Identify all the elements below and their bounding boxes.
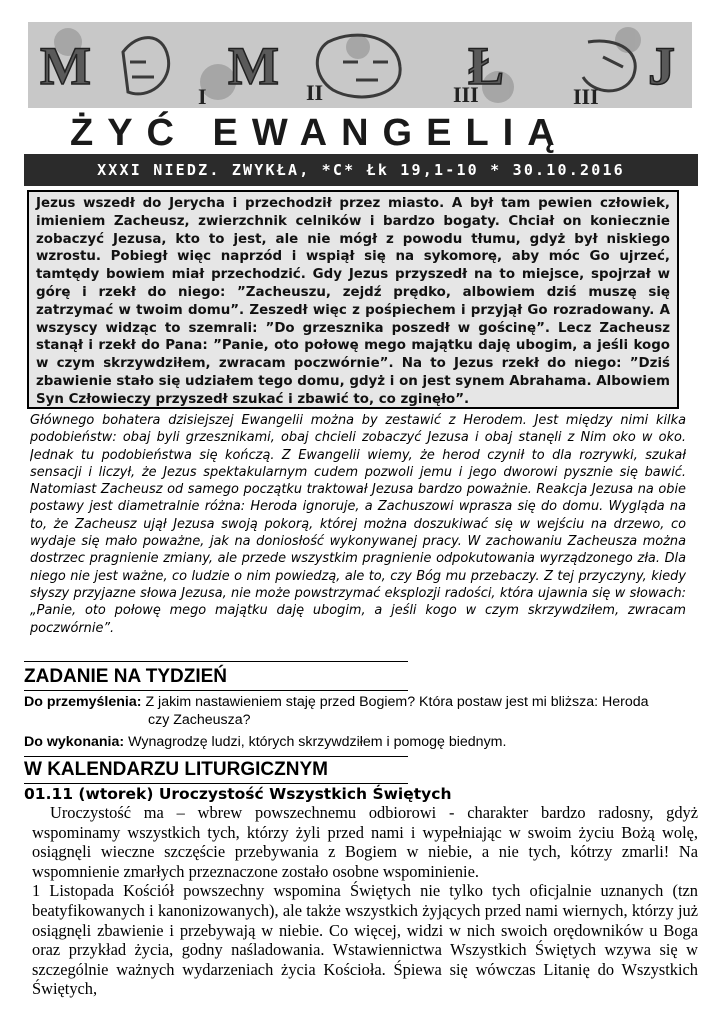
calendar-body xyxy=(32,803,698,1024)
feast-title: 01.11 (wtorek) Uroczystość Wszystkich Świętych xyxy=(24,785,452,803)
do-text: Wynagrodzę ludzi, których skrzywdziłem i pomogę biednym. xyxy=(128,734,507,750)
svg-text:II: II xyxy=(306,80,324,105)
reflect-text-cont: czy Zacheusza? xyxy=(148,712,251,728)
svg-text:III: III xyxy=(573,84,599,108)
banner-artwork xyxy=(28,22,692,108)
svg-text:III: III xyxy=(453,82,479,107)
gospel-reading-box xyxy=(27,190,679,409)
liturgical-date-bar: XXXI NIEDZ. ZWYKŁA, *C* Łk 19,1-10 * 30.10.2016 xyxy=(24,154,698,186)
reflect-text: Z jakim nastawieniem staję przed Bogiem? Która postaw jest mi bliższa: Heroda xyxy=(145,694,649,710)
svg-text:I: I xyxy=(198,84,207,108)
svg-text:J: J xyxy=(648,36,675,96)
section-divider xyxy=(24,661,408,662)
reflect-label: Do przemyślenia: xyxy=(24,694,142,710)
page-title: ŻYĆ EWANGELIĄ xyxy=(70,112,569,154)
calendar-heading: W KALENDARZU LITURGICZNYM xyxy=(24,759,328,780)
calendar-paragraph: Uroczystość ma – wbrew powszechnemu odbiorowi - charakter bardzo radosny, gdyż wspominamy wszystkich tych, którzy żyli przed nami i wypełniając w swoim życiu Bożą wolę, osiągnęli wieczne szczęście przebywania z Bogiem w niebie, a nie tych, kótrzy zmarli! Na wspomnienie zmarłych przeznaczone zostało osobne wspominienie. xyxy=(32,803,698,881)
task-reflect xyxy=(24,693,704,729)
section-divider xyxy=(24,690,408,691)
masthead-banner xyxy=(28,22,692,108)
task-do xyxy=(24,733,704,751)
gospel-text: Jezus wszedł do Jerycha i przechodził przez miasto. A był tam pewien człowiek, imieniem Zacheusz, zwierzchnik celników i bardzo bogaty. Chciał on koniecznie zobaczyć Jezusa, kto to jest, ale nie mógł z powodu tłumu, gdyż był niskiego wzrostu. Pobiegł więc naprzód i wspiął się na sykomorę, aby móc Go ujrzeć, tamtędy bowiem miał przechodzić. Gdy Jezus przyszedł na to miejsce, spojrzał w górę i rzekł do niego: ”Zacheuszu, zejdź prędko, albowiem dziś muszę się zatrzymać w twoim domu”. Zeszedł więc z pośpiechem i przyjął Go rozradowany. A wszyscy widząc to szemrali: ”Do grzesznika poszedł w gościnę”. Lecz Zacheusz stanął i rzekł do Pana: ”Panie, oto połowę mego majątku daję ubogim, a jeśli kogo w czym skrzywdziłem, zwracam poczwórnie”. Na to Jezus rzekł do niego: ”Dziś zbawienie stało się udziałem tego domu, gdyż i on jest synem Abrahama. Albowiem Syn Człowieczy przyszedł szukać i zbawić to, co zginęło”. xyxy=(36,196,670,407)
commentary-text: Głównego bohatera dzisiejszej Ewangelii można by zestawić z Herodem. Jest między nimi kilka podobieństw: obaj byli grzesznikami, obaj chcieli zobaczyć Jezusa i obaj stanęli z Nim oko w oko. Jednak tu podobieństwa się kończą. Z Ewangelii wiemy, że herod czynił to dla rozrywki, szukał sensacji i liczył, że Jezus spektakularnym cudem pozwoli jemu i jego dworowi pysznie się bawić. Natomiast Zacheusz od samego początku traktował Jezusa bardzo poważnie. Reakcja Jezusa na obie postawy jest diametralnie różna: Heroda ignoruje, a Zachuszowi wprasza się do domu. Wygląda na to, że Zacheusz ujął Jezusa swoją pokorą, której można doszukiwać się w wejściu na drzewo, co wydaje się mało poważne, jak na doniosłość wykonywanej pracy. W zachowaniu Zacheusza można dostrzec pragnienie zmiany, ale przede wszystkim pragnienie odpokutowania wyrządzonego zła. Dla niego nie jest ważne, co ludzie o nim powiedzą, ale to, czy Bóg mu przebaczy. Z tej przyczyny, kiedy słyszy przyjazne słowa Jezusa, nie może powstrzymać eksplozji radości, która ujawnia się w słowach: „Panie, oto połowę mego majątku daję ubogim, a jeśli kogo w czym skrzywdziłem, zwracam poczwórnie”. xyxy=(30,413,687,636)
svg-text:Ł: Ł xyxy=(468,36,505,96)
commentary xyxy=(30,412,686,656)
svg-text:M: M xyxy=(40,36,91,96)
section-divider xyxy=(24,756,408,757)
task-heading: ZADANIE NA TYDZIEŃ xyxy=(24,666,228,687)
do-label: Do wykonania: xyxy=(24,734,125,750)
svg-text:M: M xyxy=(228,36,279,96)
calendar-paragraph: 1 Listopada Kościół powszechny wspomina Świętych nie tylko tych oficjalnie uznanych (tzn beatyfikowanych i kanonizowanych), ale także wszystkich żyjących przed nami wiernych, którzy już osiągnęli zbawienie i przebywają w niebie. Co więcej, widzi w nich swoich orędowników u Boga oraz przykład życia, godny naśladowania. Wstawiennictwa Wszystkich Świętych wzywa się w szczególnie ważnych wydarzeniach życia Kościoła. Śpiewa się wówczas Litanię do Wszystkich Świętych, xyxy=(32,881,698,999)
